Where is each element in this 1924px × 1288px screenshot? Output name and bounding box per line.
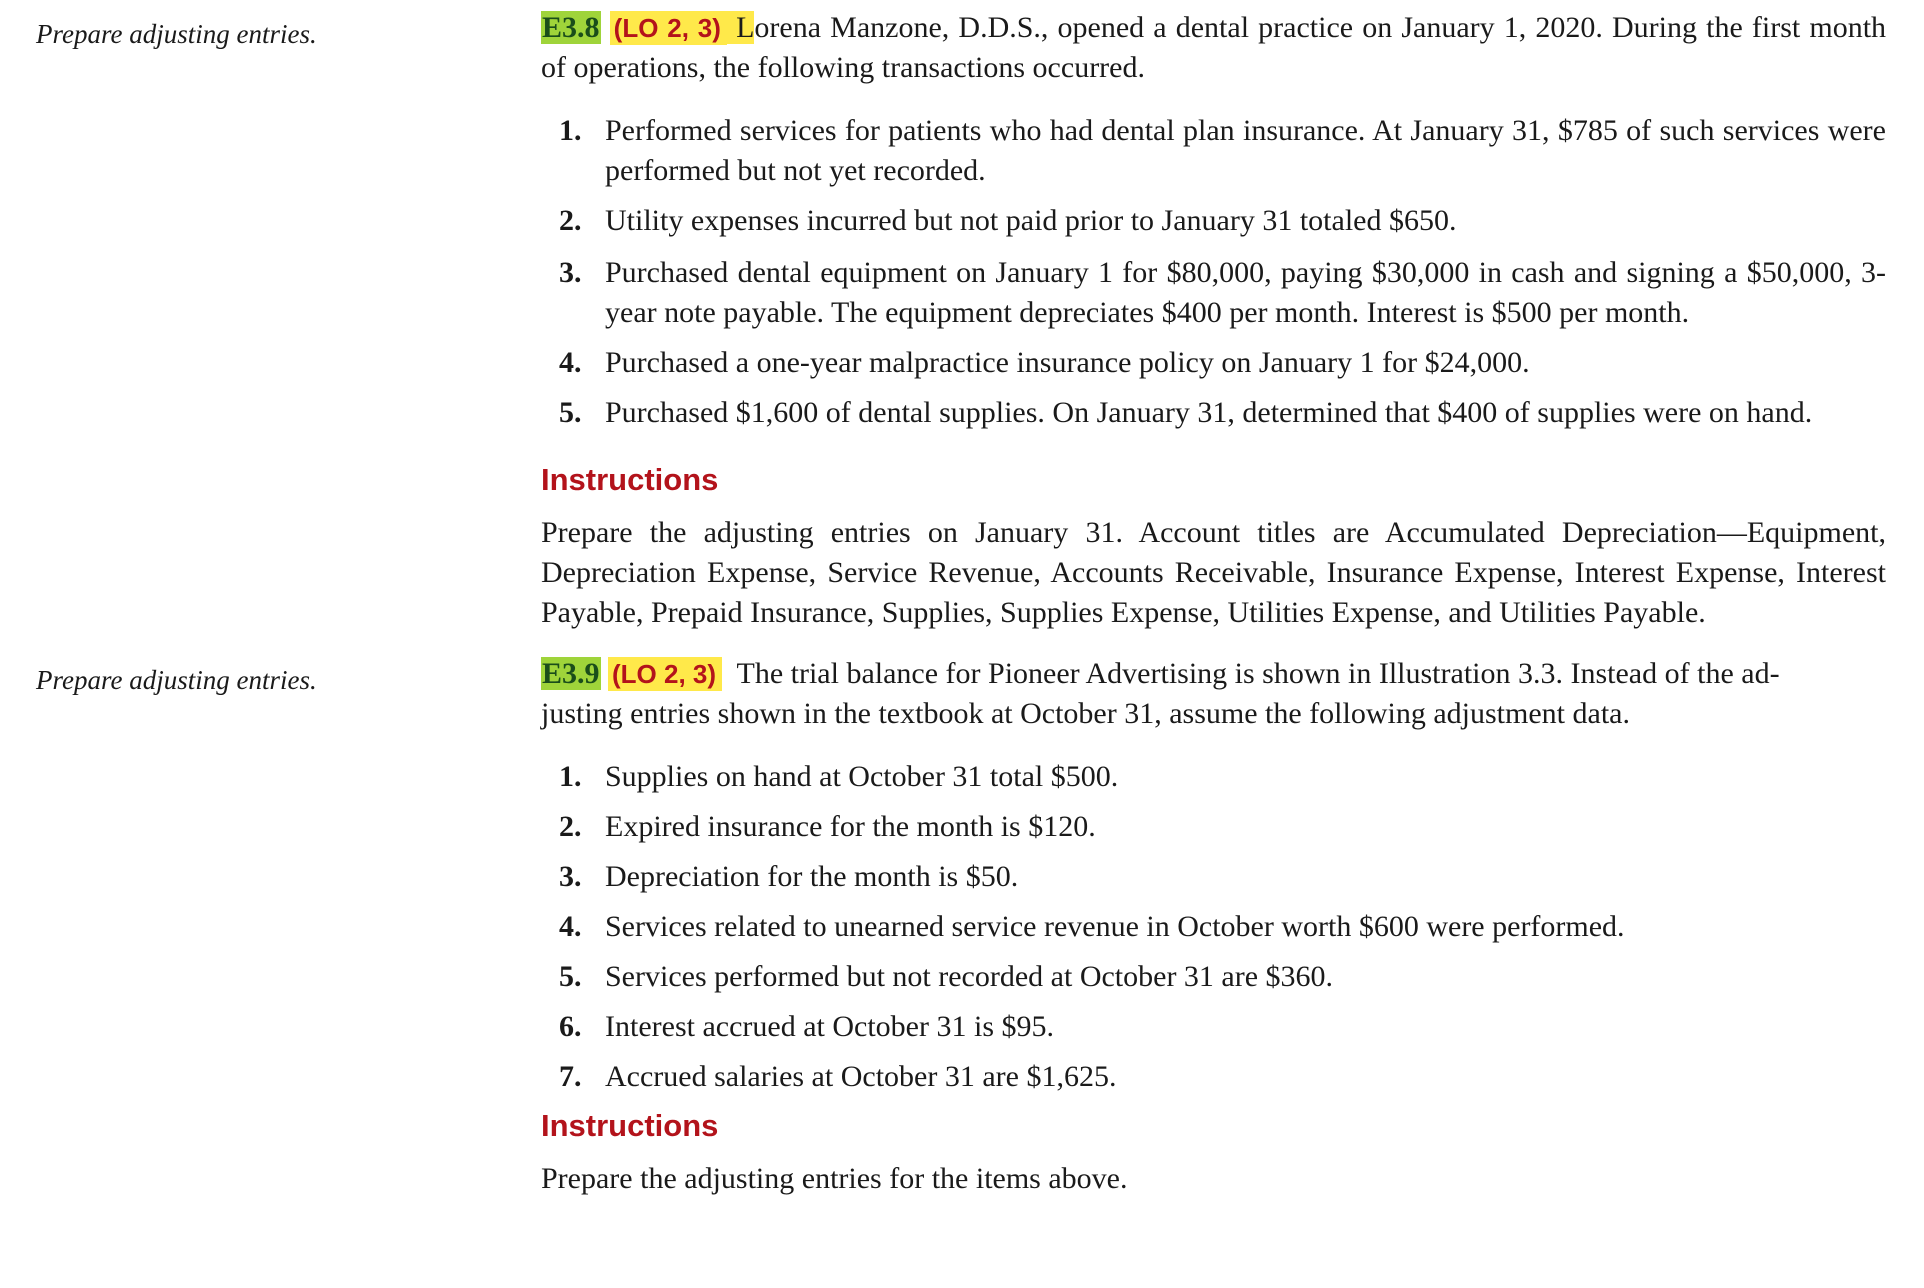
- item-text: Purchased dental equipment on January 1 for $80,000, paying $30,000 in cash and signing a $50,000, 3-year note payable. The equipment depreciates $400 per month. Interest is $500 per month.: [605, 256, 1886, 329]
- instructions-text: Prepare the adjusting entries on January 31. Account titles are Accumulated Depreciation—Equipment, Depreciation Expense, Service Revenue, Accounts Receivable, Insurance Expense, Interest Expense, Interest Payable, Prepaid Insurance, Supplies, Supplies Expense, Utilities Expense, and Utilities Payable.: [541, 516, 1886, 629]
- item-text: Supplies on hand at October 31 total $500.: [605, 760, 1119, 793]
- item-number: 1.: [559, 760, 582, 793]
- item-text: Accrued salaries at October 31 are $1,625.: [605, 1060, 1117, 1093]
- item-number: 5.: [559, 960, 582, 993]
- transaction-list: [541, 111, 1886, 241]
- list-item: [541, 907, 1886, 947]
- intro-first-letter: L: [736, 11, 755, 44]
- list-item: [541, 957, 1886, 997]
- intro-text-line1: The trial balance for Pioneer Advertising is shown in Illustration 3.3. Instead of the ad-: [736, 657, 1780, 690]
- list-item: [541, 201, 1886, 241]
- instructions-block: [541, 1106, 1886, 1199]
- item-text: Performed services for patients who had dental plan insurance. At January 31, $785 of such services were performed but not yet recorded.: [605, 114, 1886, 187]
- learning-objectives-badge: (LO 2, 3): [610, 11, 727, 45]
- item-number: 2.: [559, 204, 582, 237]
- item-text: Purchased $1,600 of dental supplies. On January 31, determined that $400 of supplies were on hand.: [605, 396, 1813, 429]
- item-text: Services related to unearned service revenue in October worth $600 were performed.: [605, 910, 1625, 943]
- exercise-intro: [541, 8, 1886, 88]
- learning-objectives-badge: (LO 2, 3): [608, 657, 722, 691]
- exercise-number: E3.8: [542, 11, 600, 44]
- item-text: Services performed but not recorded at October 31 are $360.: [605, 960, 1334, 993]
- item-number: 3.: [559, 256, 582, 289]
- item-number: 6.: [559, 1010, 582, 1043]
- item-text: Utility expenses incurred but not paid prior to January 31 totaled $650.: [605, 204, 1457, 237]
- item-number: 7.: [559, 1060, 582, 1093]
- item-number: 1.: [559, 114, 582, 147]
- item-number: 4.: [559, 346, 582, 379]
- item-text: Purchased a one-year malpractice insurance policy on January 1 for $24,000.: [605, 346, 1530, 379]
- exercise-body: [541, 654, 1886, 734]
- transaction-list-cont: [541, 253, 1886, 433]
- intro-text: orena Manzone, D.D.S., opened a dental practice on January 1, 2020. During the first month of operations, the following transactions occurred.: [541, 11, 1887, 84]
- list-item: [541, 1057, 1886, 1097]
- list-item: [541, 253, 1886, 333]
- instructions-block: [541, 460, 1886, 633]
- list-item: [541, 1007, 1886, 1047]
- item-text: Interest accrued at October 31 is $95.: [605, 1010, 1054, 1043]
- item-text: Depreciation for the month is $50.: [605, 860, 1019, 893]
- list-item: [541, 757, 1886, 797]
- exercise-intro: [541, 654, 1886, 734]
- item-text: Expired insurance for the month is $120.: [605, 810, 1096, 843]
- item-number: 3.: [559, 860, 582, 893]
- adjustment-list: [541, 757, 1886, 1097]
- margin-note: Prepare adjusting entries.: [36, 19, 317, 49]
- list-item: [541, 857, 1886, 897]
- margin-note: Prepare adjusting entries.: [36, 665, 317, 695]
- list-item: [541, 393, 1886, 433]
- instructions-heading: Instructions: [541, 1108, 719, 1143]
- item-number: 2.: [559, 810, 582, 843]
- list-item: [541, 807, 1886, 847]
- instructions-heading: Instructions: [541, 462, 719, 497]
- list-item: [541, 111, 1886, 191]
- instructions-text: Prepare the adjusting entries for the items above.: [541, 1162, 1128, 1195]
- exercise-number: E3.9: [542, 657, 600, 690]
- item-number: 5.: [559, 396, 582, 429]
- exercise-body: [541, 8, 1886, 88]
- intro-text-line2: justing entries shown in the textbook at October 31, assume the following adjustment data.: [541, 697, 1630, 730]
- item-number: 4.: [559, 910, 582, 943]
- list-item: [541, 343, 1886, 383]
- highlight-tail: [727, 11, 754, 44]
